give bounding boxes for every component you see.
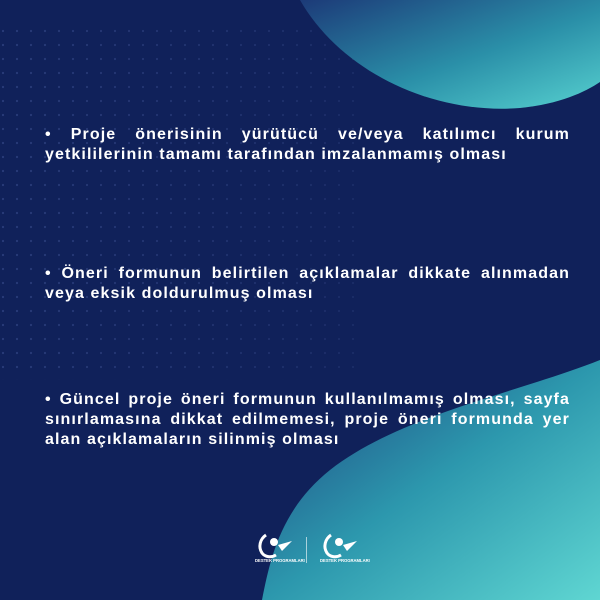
program-logo-icon [252,531,305,569]
program-logo-icon [317,531,370,569]
requirement-item-2: • Öneri formunun belirtilen açıklamalar dikkate alınmadan veya eksik doldurulmuş olması [45,265,570,302]
svg-text:DESTEK PROGRAMLARI: DESTEK PROGRAMLARI [255,558,305,563]
requirement-item-1: • Proje önerisinin yürütücü ve/veya katılımcı kurum yetkililerinin tamamı tarafından imzalanmamış olması [45,126,570,163]
requirement-item-3: • Güncel proje öneri formunun kullanılmamış olması, sayfa sınırlamasına dikkat edilmemesi, proje öneri formunda yer alan açıklamaların silinmiş olması [45,391,570,448]
svg-text:DESTEK PROGRAMLARI: DESTEK PROGRAMLARI [320,558,370,563]
top-right-wave [300,0,600,109]
footer-logos [252,530,370,570]
logo-divider [306,537,307,563]
